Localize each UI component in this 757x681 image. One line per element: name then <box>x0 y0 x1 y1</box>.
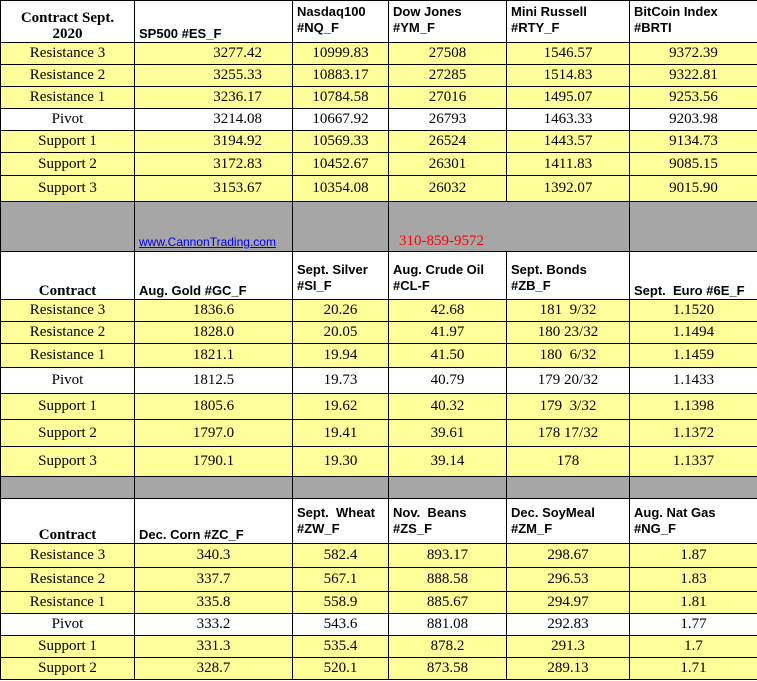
cell-value: 10784.58 <box>293 87 389 109</box>
cell-value: 1.1494 <box>630 322 757 344</box>
row-label: Resistance 2 <box>1 65 135 87</box>
cell-value: 888.58 <box>389 568 507 592</box>
cell-value: 1790.1 <box>135 447 293 477</box>
cell-value: 41.50 <box>389 344 507 368</box>
row-label: Support 1 <box>1 636 135 658</box>
separator-cell <box>507 477 630 499</box>
cell-value: 1821.1 <box>135 344 293 368</box>
banner-cell <box>293 202 389 252</box>
cell-value: 331.3 <box>135 636 293 658</box>
row-label: Resistance 1 <box>1 87 135 109</box>
cell-value: 9134.73 <box>630 131 757 153</box>
cell-value: 337.7 <box>135 568 293 592</box>
section3-col-header: Nov. Beans #ZS_F <box>389 499 507 544</box>
table-row <box>1 636 757 658</box>
separator-cell <box>630 477 757 499</box>
cell-value: 1.87 <box>630 544 757 568</box>
banner-cell <box>630 202 757 252</box>
cell-value: 878.2 <box>389 636 507 658</box>
row-label: Resistance 3 <box>1 544 135 568</box>
cell-value: 296.53 <box>507 568 630 592</box>
cell-value: 9322.81 <box>630 65 757 87</box>
cell-value: 26032 <box>389 176 507 202</box>
cell-value: 1.1520 <box>630 300 757 322</box>
cell-value: 1.1398 <box>630 394 757 420</box>
cell-value: 3153.67 <box>135 176 293 202</box>
cell-value: 26524 <box>389 131 507 153</box>
cell-value: 179 20/32 <box>507 368 630 394</box>
banner-row <box>1 202 757 252</box>
table-row <box>1 109 757 131</box>
cell-value: 39.14 <box>389 447 507 477</box>
cell-value: 19.73 <box>293 368 389 394</box>
separator-cell <box>135 477 293 499</box>
cell-value: 1411.83 <box>507 153 630 176</box>
cell-value: 289.13 <box>507 658 630 680</box>
cell-value: 520.1 <box>293 658 389 680</box>
cell-value: 1.81 <box>630 592 757 614</box>
cell-value: 873.58 <box>389 658 507 680</box>
cell-value: 1805.6 <box>135 394 293 420</box>
cell-value: 333.2 <box>135 614 293 636</box>
cell-value: 3214.08 <box>135 109 293 131</box>
section1-corner-label: Contract Sept. 2020 <box>1 1 135 43</box>
banner-link-cell <box>135 202 293 252</box>
separator-cell <box>1 477 135 499</box>
table-row <box>1 614 757 636</box>
table-row <box>1 368 757 394</box>
section2-header-row <box>1 252 757 300</box>
section2-col-header: Sept. Silver #SI_F <box>293 252 389 300</box>
cell-value: 535.4 <box>293 636 389 658</box>
cell-value: 178 17/32 <box>507 420 630 447</box>
cell-value: 1836.6 <box>135 300 293 322</box>
cell-value: 1.83 <box>630 568 757 592</box>
table-row <box>1 568 757 592</box>
cell-value: 881.08 <box>389 614 507 636</box>
section2-col-header: Sept. Euro #6E_F <box>630 252 757 300</box>
section3-col-header: Aug. Nat Gas #NG_F <box>630 499 757 544</box>
table-row <box>1 43 757 65</box>
separator-row <box>1 477 757 499</box>
section2-col-header: Aug. Crude Oil #CL-F <box>389 252 507 300</box>
table-row <box>1 394 757 420</box>
section1-header-row <box>1 1 757 43</box>
row-label: Support 2 <box>1 153 135 176</box>
table-row <box>1 176 757 202</box>
cell-value: 567.1 <box>293 568 389 592</box>
cell-value: 1.7 <box>630 636 757 658</box>
cell-value: 26301 <box>389 153 507 176</box>
row-label: Resistance 2 <box>1 568 135 592</box>
cell-value: 19.41 <box>293 420 389 447</box>
section3-corner-label: Contract <box>1 499 135 544</box>
cell-value: 10452.67 <box>293 153 389 176</box>
table-row <box>1 65 757 87</box>
table-row <box>1 153 757 176</box>
table-row <box>1 592 757 614</box>
section1-col-header: Nasdaq100 #NQ_F <box>293 1 389 43</box>
cell-value: 42.68 <box>389 300 507 322</box>
cell-value: 180 6/32 <box>507 344 630 368</box>
cell-value: 1812.5 <box>135 368 293 394</box>
table-row <box>1 300 757 322</box>
cell-value: 20.05 <box>293 322 389 344</box>
cell-value: 543.6 <box>293 614 389 636</box>
cell-value: 39.61 <box>389 420 507 447</box>
cell-value: 27285 <box>389 65 507 87</box>
cell-value: 26793 <box>389 109 507 131</box>
cell-value: 179 3/32 <box>507 394 630 420</box>
cell-value: 1514.83 <box>507 65 630 87</box>
table-row <box>1 420 757 447</box>
cell-value: 40.32 <box>389 394 507 420</box>
table-row <box>1 658 757 680</box>
cell-value: 291.3 <box>507 636 630 658</box>
cell-value: 3194.92 <box>135 131 293 153</box>
row-label: Resistance 3 <box>1 43 135 65</box>
cell-value: 10354.08 <box>293 176 389 202</box>
row-label: Support 2 <box>1 658 135 680</box>
section3-col-header: Dec. SoyMeal #ZM_F <box>507 499 630 544</box>
section1-col-header: Dow Jones #YM_F <box>389 1 507 43</box>
cell-value: 328.7 <box>135 658 293 680</box>
cell-value: 19.30 <box>293 447 389 477</box>
cell-value: 19.94 <box>293 344 389 368</box>
section2-col-header: Sept. Bonds #ZB_F <box>507 252 630 300</box>
cell-value: 1.1372 <box>630 420 757 447</box>
cell-value: 40.79 <box>389 368 507 394</box>
cell-value: 178 <box>507 447 630 477</box>
table-row <box>1 447 757 477</box>
cell-value: 1797.0 <box>135 420 293 447</box>
phone-number: 310-859-9572 <box>389 202 630 252</box>
cell-value: 1.71 <box>630 658 757 680</box>
section2-col-header: Aug. Gold #GC_F <box>135 252 293 300</box>
cell-value: 558.9 <box>293 592 389 614</box>
row-label: Resistance 1 <box>1 592 135 614</box>
row-label: Support 1 <box>1 131 135 153</box>
cell-value: 10667.92 <box>293 109 389 131</box>
section1-col-header: Mini Russell #RTY_F <box>507 1 630 43</box>
cell-value: 1546.57 <box>507 43 630 65</box>
cell-value: 1828.0 <box>135 322 293 344</box>
section2-corner-label: Contract <box>1 252 135 300</box>
cell-value: 41.97 <box>389 322 507 344</box>
section1-col-header: BitCoin Index #BRTI <box>630 1 757 43</box>
separator-cell <box>389 477 507 499</box>
cell-value: 180 23/32 <box>507 322 630 344</box>
cell-value: 885.67 <box>389 592 507 614</box>
cell-value: 1392.07 <box>507 176 630 202</box>
row-label: Resistance 2 <box>1 322 135 344</box>
cell-value: 3277.42 <box>135 43 293 65</box>
cell-value: 294.97 <box>507 592 630 614</box>
cell-value: 181 9/32 <box>507 300 630 322</box>
table-row <box>1 131 757 153</box>
cell-value: 1.1433 <box>630 368 757 394</box>
cell-value: 10883.17 <box>293 65 389 87</box>
section1-col-header: SP500 #ES_F <box>135 1 293 43</box>
separator-cell <box>293 477 389 499</box>
cell-value: 298.67 <box>507 544 630 568</box>
cell-value: 1463.33 <box>507 109 630 131</box>
table-row <box>1 322 757 344</box>
row-label: Support 3 <box>1 447 135 477</box>
row-label: Support 3 <box>1 176 135 202</box>
row-label: Pivot <box>1 614 135 636</box>
cell-value: 9015.90 <box>630 176 757 202</box>
row-label: Resistance 1 <box>1 344 135 368</box>
cell-value: 27508 <box>389 43 507 65</box>
row-label: Support 1 <box>1 394 135 420</box>
table-row <box>1 344 757 368</box>
cell-value: 20.26 <box>293 300 389 322</box>
cell-value: 1.1459 <box>630 344 757 368</box>
section3-col-header: Sept. Wheat #ZW_F <box>293 499 389 544</box>
cell-value: 9085.15 <box>630 153 757 176</box>
row-label: Pivot <box>1 109 135 131</box>
cell-value: 9203.98 <box>630 109 757 131</box>
cell-value: 3236.17 <box>135 87 293 109</box>
cell-value: 893.17 <box>389 544 507 568</box>
table-row <box>1 544 757 568</box>
cell-value: 1443.57 <box>507 131 630 153</box>
cell-value: 340.3 <box>135 544 293 568</box>
table-row <box>1 87 757 109</box>
banner-cell <box>1 202 135 252</box>
cell-value: 3255.33 <box>135 65 293 87</box>
cell-value: 582.4 <box>293 544 389 568</box>
cell-value: 19.62 <box>293 394 389 420</box>
cell-value: 10999.83 <box>293 43 389 65</box>
cell-value: 1.77 <box>630 614 757 636</box>
cell-value: 9253.56 <box>630 87 757 109</box>
cannon-trading-link[interactable]: www.CannonTrading.com <box>139 235 276 249</box>
cell-value: 1495.07 <box>507 87 630 109</box>
cell-value: 3172.83 <box>135 153 293 176</box>
cell-value: 9372.39 <box>630 43 757 65</box>
row-label: Support 2 <box>1 420 135 447</box>
section3-header-row <box>1 499 757 544</box>
cell-value: 292.83 <box>507 614 630 636</box>
cell-value: 1.1337 <box>630 447 757 477</box>
section3-col-header: Dec. Corn #ZC_F <box>135 499 293 544</box>
cell-value: 10569.33 <box>293 131 389 153</box>
row-label: Resistance 3 <box>1 300 135 322</box>
cell-value: 27016 <box>389 87 507 109</box>
row-label: Pivot <box>1 368 135 394</box>
cell-value: 335.8 <box>135 592 293 614</box>
